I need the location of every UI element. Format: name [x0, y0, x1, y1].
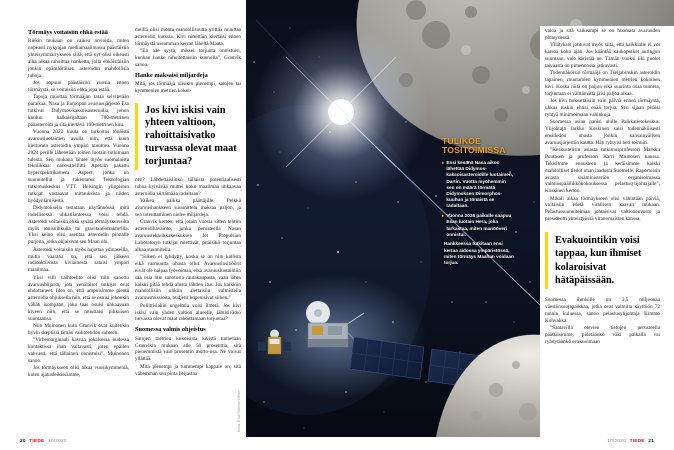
pull-quote: Jos kivi iskisi vain yhteen valtioon, rahoittaisivatko turvassa olevat maat torjuntaa? [135, 103, 241, 170]
footer-left [20, 439, 67, 444]
body-paragraph: meillä olisi monta mahdollisuutta yrittää muuttaa asteroidin kurssia. Kivi nimittäin kiertäisi ennen törmäystä useamman kerran läheltä Maata. [135, 27, 241, 47]
body-paragraph: Mikäli aikaa törmäykseen olisi vähintään päiviä, voitaisiin edetä virallisen kaavan mukaan. Pelastussuunnitelmaa johtaisivat valtioneuvosto ja presidentti yhteistyössä viranomaisten kanssa. [545, 195, 660, 223]
pull-quote: Evakuointikin voisi tappaa, kun ihmiset kolaroisivat hätäpäissään. [545, 232, 660, 289]
magazine-brand: TIEDE [29, 439, 45, 444]
body-paragraph: Poliittisiakin ongelmia voisi ilmetä. Jos kivi iskisi vain yhden valtion alueelle, lähtisivätkö turvassa olevat maat rahoittamaan torjuntaa? [135, 302, 241, 323]
body-paragraph: Riekin mukaan on vaikea arvioida, miten nopeasti nykyajan mediamaailmassa päästäisiin yhteisymmärrykseen siitä, että nyt olisi oikeasti aika alkaa rahoittaa hanketta, jolla ehkäistäisiin jonkin epämääräisen asteroidin mahdollisia tuhoja. [28, 38, 129, 79]
body-paragraph: Jos sopuun päästäisiin vuosia ennen törmäystä, se voitaisiin ehkä jopa estää. [28, 80, 129, 93]
issue-number: 10/2020 [47, 439, 67, 444]
body-paragraph: Suomessa asian panisi alulle Paikkatietokeskus. Ylijohtaja Jarkko Koskinen saisi todennäköisesti ensitiedon uhasta jonkin kansainvälisen avaruusjärjestön kautta. Hän ryhtyisi heti toimiin. [545, 119, 660, 146]
right-page-column [545, 28, 660, 432]
body-paragraph: Niin Muinonen kuin Granvik ovat kuitenkin hyvin skeptisiä tämän vaihtoehdon suhteen. [28, 323, 129, 337]
infobox-bullet-list [442, 160, 514, 266]
body-paragraph: ”Siihen ei ryhdytty, koska se on niin kallista eikä varmuutta uhasta ollut. Avaruusinsinöörit eivät ole halpaa työvoimaa, eikä avaruusluotaimiin saa osia niin sanotusta rautakaupasta, vaan lähes kaikki pitää tehdä alusta lähtien itse. Jos kaikkiin mahdollisiin uhkiin alettaisiin valmistella avaruusmissioita, budjetit hupenisivat siihen.” [135, 254, 241, 302]
body-paragraph: Satojen metrien kokoisista kivistä tunnetaan Granvikin mukaan alle 50 prosenttia, sitä pienemmistä vain prosentin murto-osa. Ne voivat yllättää. [135, 335, 241, 363]
body-paragraph: Yllätykset johtuvat myös siitä, että kaikkialle ei voi katsoa koko ajan. Jos kääntää kaukoputket auringon suuntaan, valo käristää ne. Tämän vuoksi liki puolet taivaasta on pimennossa jatkuvasti. [545, 42, 660, 69]
section-heading: Suomessa valmis ohjeistus [135, 326, 206, 334]
bullet-arrow-icon: ▸ [442, 213, 445, 219]
bullet-text: Ensi kesänä Nasa aikoo lähettää Didymos-kaksoisasteroidille luotaimen, Dartin. Vuotta myöhemmin sen on määrä törmätä Didymoksen Dimorphos-kuuhun ja tönäistä se radaltaan. [446, 160, 514, 209]
body-paragraph: Vuonna 2022 kuuta on tarkoitus tönäistä avaruusluotaimen avulla niin, että kuun kiertorata asteroidin ympäri muuttuu. Vuonna 2024 perille lähetetään toinen luotain tutkimaan tulosta. Sen mukana lähtee myös suomalaista tekniikkaa: nanosatelliitti Apexiin pakattu hyperspektrikamera Aspect, jonka on suunnitellut ja rakentanut Teknologian tutkimuskeskus VTT. Helsingin yliopiston tutkijat vastaavat mittauksista ja niiden hyödyntämisestä. [28, 129, 129, 204]
infobox-title-line2: TOSITOIMISSA [442, 145, 506, 156]
infobox-title-line1: TULIKOE [442, 136, 482, 146]
body-paragraph: ”Virhemarginaali kasvaa jokaisessa uudessa kontaktissa ihan valtavasti, joten epäilen vahvasti, että tällainen onnistuisi”, Muinonen sanoo. [28, 337, 129, 364]
issue-number: 10/2020 [607, 439, 627, 444]
infobox-bullet [442, 213, 514, 238]
infobox-bullet [442, 241, 514, 266]
magazine-brand: TIEDE [629, 439, 645, 444]
body-paragraph: Vaikea paikka päättäjille. Pelkkä avaruushankkeen suunnittelu maksaa paljon, ja sen toteuttaminen nielee miljardeja. [135, 198, 241, 219]
body-paragraph: Mitä, jos törmääjä olisikin pienempi, satojen tai kymmenien metrien kokoi- [135, 81, 241, 94]
section-heading: Törmäys voitaisiin ehkä estää [28, 30, 108, 36]
body-paragraph: Didymoksella testataan käytännössä, mitä todellisessa uhkatilanteessa voisi tehdä. Asteroidi voitaisiin ehkä sysätä törmäyskurssilta myös ionisuihkulla tai gravitaatiotraktorilla. Yksi keino olisi asentaa asteroidin pinnalle purjeita, jotka ohjaisivat sen Maan ohi. [28, 205, 129, 246]
body-paragraph: Asteroidi voitaisiin myös hajottaa ydinaseilla, mutta vaarana on, että sen jälkeen radioaktiivista kiviainesta sataisi ympäri maailmaa. [28, 246, 129, 274]
bullet-arrow-icon: ▸ [442, 160, 445, 166]
photo-credit: Kuva: ESA/Science Office [237, 390, 241, 432]
body-paragraph: nen? Lähdettäisiinkö tällaista potentiaalisesti tuhoa kylvävää muttei koko maailmaa uhkaavaa asteroidia siirtämään radaltaan? [135, 177, 241, 197]
page-number: 20 [20, 439, 26, 444]
mission-infobox [442, 137, 514, 270]
body-paragraph: ”Saatavilla olevien tietojen perusteella päättäisimme, pidetäänkö väki paikalla vai ryhdytäänkö evakuoimaan [545, 325, 660, 345]
body-paragraph: ”En näe syytä, miksei torjunta onnistuisi, kunhan hanke rahoitettaisiin kunnolla”, Granvik sanoo. [135, 48, 241, 68]
body-paragraph: Mitä pienempi ja tummempi kappale on, sitä vähemmän sen pinta heijastaa [135, 363, 241, 377]
body-paragraph: Todennäköisin törmääjä on Tšeljabinskin asteroidin tapainen, muutamien kymmenien metrien kokoinen kivi. Koska niitä on paljon eikä suurinta osaa tunneta, torjuntaan ei välttämättä jäisi paljoa aikaa. [545, 70, 660, 97]
left-page-column-1 [28, 30, 129, 427]
bullet-text: Hankkeessa tutkitaan ensi kertaa aidossa ympäristössä, miten törmäys Maahan voidaan torjua. [444, 241, 514, 266]
infobox-bullet [442, 160, 514, 210]
body-paragraph: valoa ja sitä vaikeampi se on huomata avaruuden pimeydessä. [545, 28, 660, 41]
body-paragraph: Tapoja muuttaa törmääjän rataa selvitetään paraikaa. Nasa ja Euroopan avaruusjärjestö Esa tutkivat Didymos-kaksoisasteroidia, johon kuuluu halkaisijaltaan 780-metrinen pääasteroidi ja sitä kiertävä 160-metrinen kuu. [28, 94, 129, 128]
section-heading: Hanke maksaisi miljardeja [135, 71, 208, 79]
body-paragraph: ”Keskustelisin asiasta tutkimusprofessori Markku Poutasen ja professori Karri Muinosen kanssa. Tekisimme ennusteen ja keräisimme kaikki mahdolliset tiedot uhan laadusta Suomelle. Raportoisin asiasta sisäministeriön organisoimassa valmiuspäällikkökokouksessa pelastusylijohtajalle”, Koskinen kertoo. [545, 147, 660, 195]
bullet-text: Vuonna 2026 paikalle saapuu Esan luotain Hera, joka tarkastaa, miten manööveri onnistui. [446, 213, 512, 237]
body-paragraph: Granvik kertoo, että jotain vuosia sitten tehtiin asteroidihavainto, jonka perusteella Nasan avaruustekniikkakeskuksen Jet Propulsion Laboratoryn tutkijat miettivät, pitäisikö torjuntaa alkaa suunnitella. [135, 219, 241, 253]
right-page-text-panel [540, 26, 674, 437]
footer-right [607, 439, 654, 444]
body-paragraph: Suomessa ihmisille on 3,5 miljoonaa väestönsuojapaikkaa, jotka ovat valmiita käyttöön 72 tunnin kuluessa, sanoo pelastusylijohtaja Kimmo Kohvakka. [545, 297, 660, 324]
left-page-column-2 [135, 27, 241, 427]
page-number: 21 [648, 439, 654, 444]
body-paragraph: Jos kivi hoksattaisiin vain päiviä ennen törmäystä, uhkaa tuskin ehtisi enää torjua. Sen sijaan pitäisi ryhtyä minimoimaan vahinkoja. [545, 98, 660, 118]
body-paragraph: Jos törmäykseen olisi aikaa vuosikymmeniä, kuten ajatusleikissämme, [28, 365, 129, 379]
body-paragraph: Yksi villi vaihtoehto olisi niin sanottu avaruusbiljardi, jota venäläiset tutkijat ovat ehdottaneet. Idea on, että ampuisimme pientä asteroidia ohjuksella niin, että se osuisi johonkin vähän isompaan, joka taas osuisi uhkaavaan kiveen niin, että se muuttaisi pikkuisen suuntaansa. [28, 274, 129, 322]
